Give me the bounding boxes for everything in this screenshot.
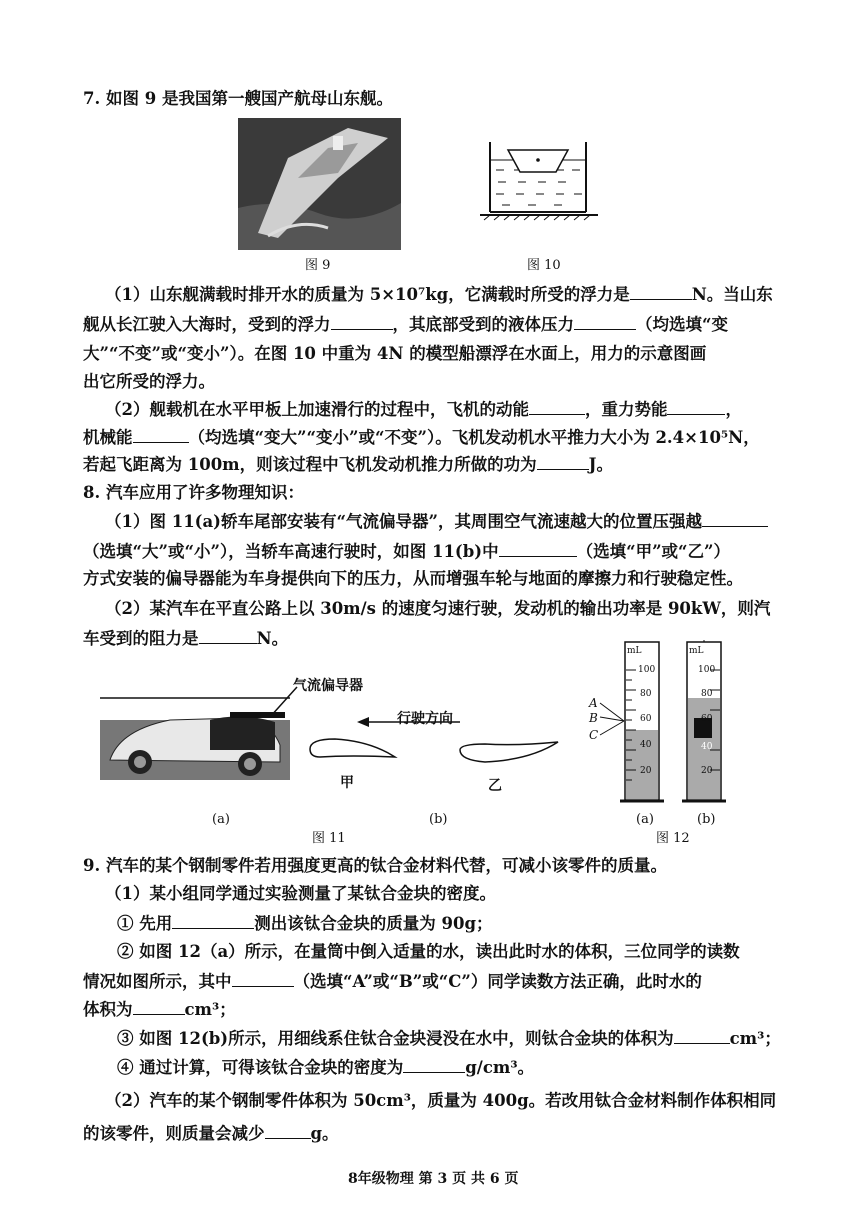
boat-in-water-diagram xyxy=(478,132,603,222)
yi-label: 乙 xyxy=(488,778,502,794)
q9-step2-line3: 体积为 cm³； xyxy=(83,1000,236,1019)
q7-part1-line1: （1）山东舰满载时排开水的质量为 5×10⁷kg，它满载时所受的浮力是 N。当山东 xyxy=(105,285,773,304)
answer-blank[interactable] xyxy=(232,970,294,987)
jia-label: 甲 xyxy=(340,775,354,791)
cyl-a-tick-20: 20 xyxy=(640,766,652,776)
answer-blank[interactable] xyxy=(630,283,692,300)
answer-blank[interactable] xyxy=(172,912,254,929)
q7-part1-line4: 出它所受的浮力。 xyxy=(83,372,215,391)
q9-part2-line1: （2）汽车的某个钢制零件体积为 50cm³，质量为 400g。若改用钛合金材料制作体积相同 xyxy=(105,1091,777,1110)
cyl-a-tick-100: 100 xyxy=(638,665,656,675)
cyl-b-tick-20: 20 xyxy=(701,766,713,776)
q7-part2-line3: 若起飞距离为 100m，则该过程中飞机发动机推力所做的功为 J。 xyxy=(83,455,613,474)
answer-blank[interactable] xyxy=(537,453,589,470)
spoiler-label: 气流偏导器 xyxy=(293,678,363,694)
q7-part2-line1: （2）舰载机在水平甲板上加速滑行的过程中，飞机的动能 ，重力势能 ， xyxy=(105,400,742,419)
cyl-b-tick-60: 60 xyxy=(701,714,713,724)
answer-blank[interactable] xyxy=(574,313,636,330)
answer-blank[interactable] xyxy=(499,540,577,557)
fig10-label: 图 10 xyxy=(527,258,561,273)
q9-step3: ③ 如图 12(b)所示，用细线系住钛合金块浸没在水中，则钛合金块的体积为 cm³； xyxy=(117,1029,781,1048)
answer-blank[interactable] xyxy=(702,510,768,527)
q9-step1: ① 先用 测出该钛合金块的质量为 90g； xyxy=(117,914,493,933)
q9-title: 9. 汽车的某个钢制零件若用强度更高的钛合金材料代替，可减小该零件的质量。 xyxy=(83,856,667,875)
q7-part1-line2: 舰从长江驶入大海时，受到的浮力 ，其底部受到的液体压力 （均选填“变 xyxy=(83,315,728,334)
fig9-label: 图 9 xyxy=(305,258,331,273)
reader-c: C xyxy=(589,728,599,742)
q7-part2-line2: 机械能 （均选填“变大”“变小”或“不变”）。飞机发动机水平推力大小为 2.4×10⁵N， xyxy=(83,428,760,447)
fig11b-label: (b) xyxy=(429,812,448,827)
q7-title: 7. 如图 9 是我国第一艘国产航母山东舰。 xyxy=(83,89,393,108)
q9-step2-line2: 情况如图所示，其中 （选填“A”或“B”或“C”）同学读数方法正确，此时水的 xyxy=(83,972,702,991)
airfoil-yi xyxy=(450,738,565,768)
cyl-a-tick-80: 80 xyxy=(640,689,652,699)
fig12b-label: (b) xyxy=(697,812,716,827)
answer-blank[interactable] xyxy=(133,998,185,1015)
airfoil-jia xyxy=(290,735,400,765)
q8-part2-line1: （2）某汽车在平直公路上以 30m/s 的速度匀速行驶，发动机的输出功率是 90kW，则汽 xyxy=(105,599,771,618)
fig12a-label: (a) xyxy=(636,812,654,827)
cyl-b-tick-80: 80 xyxy=(701,689,713,699)
q8-part1-line2: （选填“大”或“小”），当轿车高速行驶时，如图 11(b)中 （选填“甲”或“乙”） xyxy=(83,542,731,561)
q8-part1-line1: （1）图 11(a)轿车尾部安装有“气流偏导器”，其周围空气流速越大的位置压强越 xyxy=(105,510,768,533)
answer-blank[interactable] xyxy=(667,398,725,415)
q7-part1-line3: 大”“不变”或“变小”）。在图 10 中重为 4N 的模型船漂浮在水面上，用力的示意图画 xyxy=(83,344,707,363)
answer-blank[interactable] xyxy=(199,627,257,644)
cyl-b-tick-40: 40 xyxy=(701,742,713,752)
cyl-a-tick-60: 60 xyxy=(640,714,652,724)
reader-a: A xyxy=(589,696,598,710)
reader-b: B xyxy=(589,711,598,725)
answer-blank[interactable] xyxy=(133,426,189,443)
page-footer: 8年级物理 第 3 页 共 6 页 xyxy=(348,1171,519,1187)
direction-label: 行驶方向 xyxy=(397,711,453,727)
cyl-a-unit: mL xyxy=(627,646,642,656)
answer-blank[interactable] xyxy=(331,313,393,330)
fig12-label: 图 12 xyxy=(656,831,690,846)
answer-blank[interactable] xyxy=(674,1027,730,1044)
q9-part2-line2: 的该零件，则质量会减少 g。 xyxy=(83,1124,339,1143)
cyl-b-unit: mL xyxy=(689,646,704,656)
fig11a-label: (a) xyxy=(212,812,230,827)
q9-step4: ④ 通过计算，可得该钛合金块的密度为 g/cm³。 xyxy=(117,1058,535,1077)
q9-step2-line1: ② 如图 12（a）所示，在量筒中倒入适量的水，读出此时水的体积，三位同学的读数 xyxy=(117,942,740,961)
q8-part1-line3: 方式安装的偏导器能为车身提供向下的压力，从而增强车轮与地面的摩擦力和行驶稳定性。 xyxy=(83,569,743,588)
q8-part2-line2: 车受到的阻力是 N。 xyxy=(83,629,289,648)
cyl-a-tick-40: 40 xyxy=(640,740,652,750)
answer-blank[interactable] xyxy=(265,1122,311,1139)
carrier-photo xyxy=(238,118,401,250)
cyl-b-tick-100: 100 xyxy=(698,665,716,675)
q9-part1: （1）某小组同学通过实验测量了某钛合金块的密度。 xyxy=(105,884,496,903)
answer-blank[interactable] xyxy=(529,398,585,415)
answer-blank[interactable] xyxy=(403,1056,465,1073)
fig11-label: 图 11 xyxy=(312,831,346,846)
q8-title: 8. 汽车应用了许多物理知识： xyxy=(83,483,304,502)
